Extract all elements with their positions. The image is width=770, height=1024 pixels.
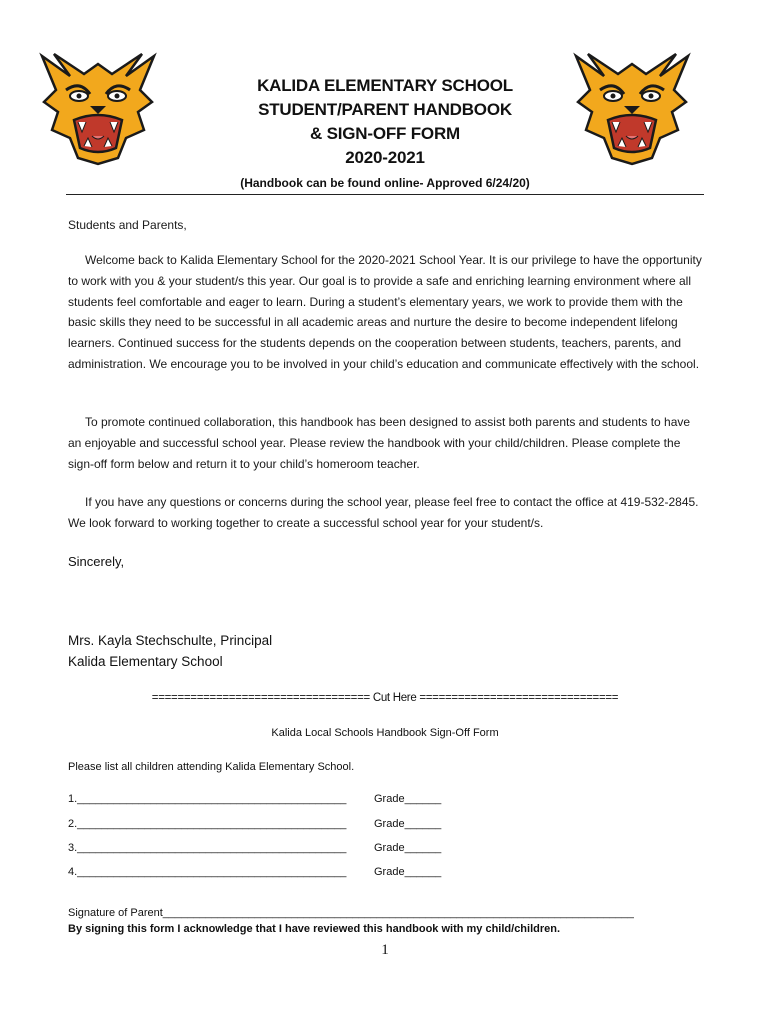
header-handbook-title: STUDENT/PARENT HANDBOOK <box>258 100 512 119</box>
child-entry-row <box>68 842 442 854</box>
letter-paragraph-contact <box>68 492 704 534</box>
wildcat-mascot-icon <box>36 50 160 166</box>
paragraph-text: If you have any questions or concerns during the school year, please feel free to contact the office at 419-532-2845. We look forward to working together to create a successful school year for your student/s. <box>68 495 699 530</box>
child-grade-field[interactable]: Grade______ <box>374 866 442 878</box>
child-entry-row <box>68 866 442 878</box>
child-grade-field[interactable]: Grade______ <box>374 842 442 854</box>
signer-school: Kalida Elementary School <box>68 654 223 669</box>
header-form-title: & SIGN-OFF FORM <box>310 124 460 143</box>
signer-name: Mrs. Kayla Stechschulte, Principal <box>68 633 273 648</box>
child-grade-field[interactable]: Grade______ <box>374 793 442 805</box>
form-title: Kalida Local Schools Handbook Sign-Off Form <box>271 727 499 739</box>
header-school-name: KALIDA ELEMENTARY SCHOOL <box>257 76 513 95</box>
letter-paragraph-collaboration <box>68 412 704 474</box>
document-header <box>200 74 570 190</box>
child-grade-field[interactable]: Grade______ <box>374 818 442 830</box>
child-name-field[interactable]: 1.____________________________________________ <box>68 793 347 805</box>
cut-line: ================================== Cut Here =============================== <box>151 692 619 704</box>
header-note: (Handbook can be found online- Approved 6/24/20) <box>240 176 530 190</box>
wildcat-mascot-icon <box>570 50 694 166</box>
paragraph-text: Welcome back to Kalida Elementary School for the 2020-2021 School Year. It is our privilege to have the opportunity to work with you & your student/s this year. Our goal is to provide a safe and enriching learning environment where all students feel comfortable and eager to learn. During a student’s elementary years, we work to provide them with the basic skills they need to be successful in all academic areas and nurture the desire to become independent lifelong learners. Continued success for the students depends on the cooperation between students, teachers, parents, and administration. We encourage you to be involved in your child’s education and communicate effectively with the school. <box>68 253 702 371</box>
letter-greeting: Students and Parents, <box>68 218 187 232</box>
child-name-field[interactable]: 3.____________________________________________ <box>68 842 347 854</box>
parent-signature-field[interactable]: Signature of Parent_____________________________________________________________________________ <box>68 907 634 919</box>
child-name-field[interactable]: 2.____________________________________________ <box>68 818 347 830</box>
header-divider <box>66 194 704 195</box>
header-school-year: 2020-2021 <box>345 148 425 167</box>
page-number: 1 <box>381 942 389 958</box>
letter-closing: Sincerely, <box>68 554 125 569</box>
acknowledgement-text: By signing this form I acknowledge that I have reviewed this handbook with my child/children. <box>68 923 561 935</box>
letter-paragraph-welcome <box>68 250 704 375</box>
form-instruction: Please list all children attending Kalida Elementary School. <box>68 761 355 773</box>
child-entry-row <box>68 793 442 805</box>
child-entry-row <box>68 818 442 830</box>
letter-signature-block <box>68 630 272 672</box>
paragraph-text: To promote continued collaboration, this handbook has been designed to assist both parents and students to have an enjoyable and successful school year. Please review the handbook with your child/children. Please complete the sign-off form below and return it to your child’s homeroom teacher. <box>68 415 691 471</box>
child-name-field[interactable]: 4.____________________________________________ <box>68 866 347 878</box>
